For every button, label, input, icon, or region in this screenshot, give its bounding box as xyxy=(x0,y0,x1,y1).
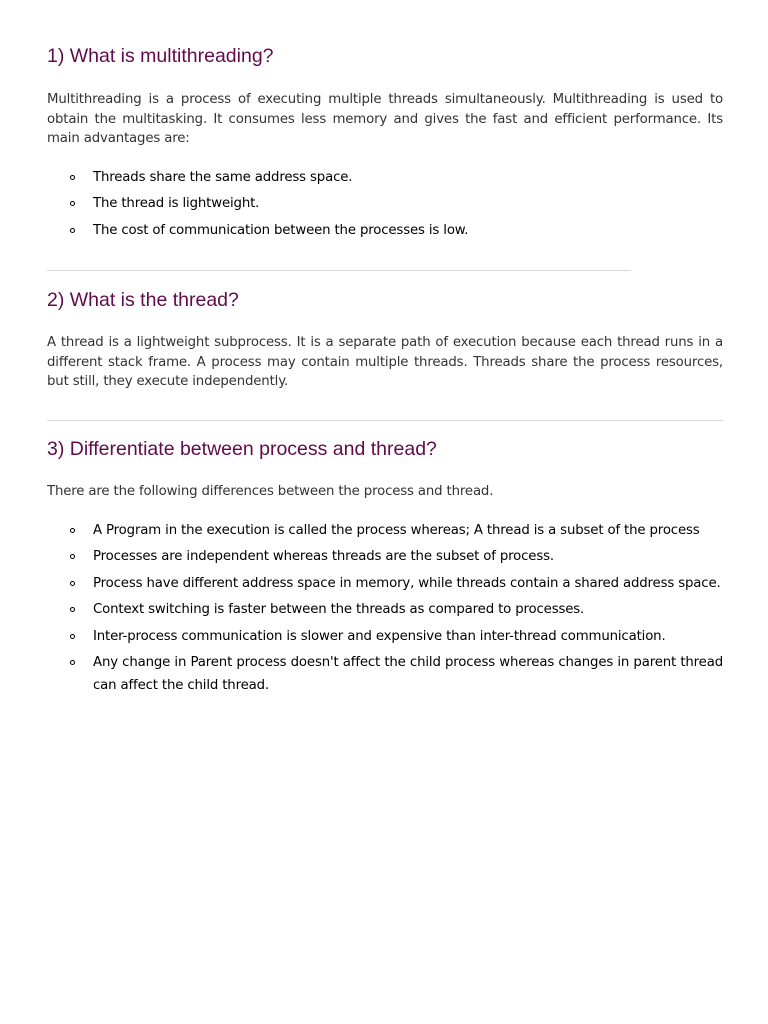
section-heading: 3) Differentiate between process and thread? xyxy=(47,438,437,460)
list-item xyxy=(47,651,723,697)
circle-bullet-icon xyxy=(70,528,75,533)
bullet-list xyxy=(47,519,723,698)
list-item-text: The cost of communication between the processes is low. xyxy=(93,222,469,238)
circle-bullet-icon xyxy=(70,175,75,180)
section-paragraph: Multithreading is a process of executing multiple threads simultaneously. Multithreading is used to obtain the multitasking. It consumes less memory and gives the fast and efficient performance. Its main advantages are: xyxy=(47,92,723,146)
list-item-text: The thread is lightweight. xyxy=(93,196,260,212)
list-item-text: Context switching is faster between the threads as compared to processes. xyxy=(93,602,585,618)
list-item-text: A Program in the execution is called the process whereas; A thread is a subset of the process xyxy=(93,522,700,538)
circle-bullet-icon xyxy=(70,607,75,612)
list-item-text: Process have different address space in memory, while threads contain a shared address space. xyxy=(93,575,721,591)
list-item xyxy=(47,166,723,189)
list-item-text: Any change in Parent process doesn't affect the child process whereas changes in parent thread can affect the child thread. xyxy=(93,655,723,694)
bullet-list xyxy=(47,166,723,242)
circle-bullet-icon xyxy=(70,660,75,665)
list-item-text: Threads share the same address space. xyxy=(93,169,353,185)
list-item-text: Processes are independent whereas threads are the subset of process. xyxy=(93,549,554,565)
section-paragraph: A thread is a lightweight subprocess. It is a separate path of execution because each thread runs in a different stack frame. A process may contain multiple threads. Threads share the process resources, but still, they execute independently. xyxy=(47,335,723,389)
list-item xyxy=(47,545,723,568)
section-heading: 2) What is the thread? xyxy=(47,289,239,311)
section-multithreading xyxy=(47,44,723,245)
list-item-text: Inter-process communication is slower and expensive than inter-thread communication. xyxy=(93,628,666,644)
circle-bullet-icon xyxy=(70,554,75,559)
circle-bullet-icon xyxy=(70,634,75,639)
circle-bullet-icon xyxy=(70,581,75,586)
list-item xyxy=(47,519,723,542)
section-process-vs-thread xyxy=(47,437,723,701)
section-thread xyxy=(47,288,723,392)
section-heading: 1) What is multithreading? xyxy=(47,45,274,67)
section-divider xyxy=(47,270,631,271)
circle-bullet-icon xyxy=(70,228,75,233)
list-item xyxy=(47,192,723,215)
list-item xyxy=(47,598,723,621)
section-paragraph: There are the following differences between the process and thread. xyxy=(47,484,494,499)
section-divider xyxy=(47,420,723,421)
list-item xyxy=(47,219,723,242)
list-item xyxy=(47,625,723,648)
list-item xyxy=(47,572,723,595)
circle-bullet-icon xyxy=(70,201,75,206)
